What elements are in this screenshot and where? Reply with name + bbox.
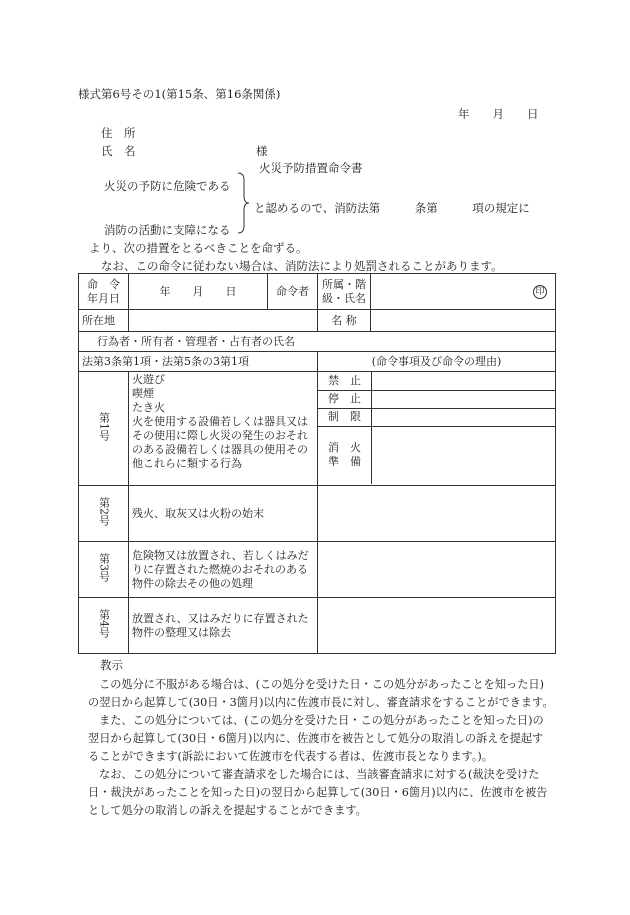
facility-name-label: 名 称 — [318, 310, 371, 332]
row-text-1: 火遊び 喫煙 たき火 火を使用する設備若しくは器具又はその使用に際し火災の発生のおそれのある設備若しくは器具の使用その他これらに類する行為 — [129, 372, 318, 486]
measure-stop: 停 止 — [318, 390, 372, 408]
measure-limit-field[interactable] — [372, 408, 556, 426]
preamble-line3: より、次の措置をとるべきことを命ずる。 — [89, 241, 308, 255]
row-field-3[interactable] — [318, 542, 556, 598]
measure-extinguish-field[interactable] — [372, 426, 556, 484]
row-number-3: 第3号 — [79, 542, 129, 598]
row-text-3: 危険物又は放置され、若しくはみだりに存置された燃焼のおそれのある物件の除去その他の処理 — [129, 542, 318, 598]
preamble-line1: 火災の予防に危険である — [104, 179, 231, 193]
measure-stop-field[interactable] — [372, 390, 556, 408]
persons-label: 行為者・所有者・管理者・占有者の氏名 — [79, 332, 556, 352]
brace-icon — [236, 172, 250, 234]
row-text-4: 放置され、又はみだりに存置された物件の整理又は除去 — [129, 598, 318, 654]
facility-name-field[interactable] — [371, 310, 556, 332]
row-field-4[interactable] — [318, 598, 556, 654]
document-title: 火災予防措置命令書 — [259, 161, 363, 175]
date-line: 年 月 日 — [458, 107, 539, 121]
law-label: 法第3条第1項・法第5条の3第1項 — [79, 352, 318, 372]
seal-icon: 印 — [533, 285, 547, 299]
location-label: 所在地 — [79, 310, 129, 332]
preamble-line2: 消防の活動に支障になる — [104, 223, 231, 237]
form-number: 様式第6号その1(第15条、第16条関係) — [78, 87, 281, 101]
name-label: 氏 名 — [101, 144, 136, 158]
preamble-middle: と認めるので、消防法第 条第 項の規定に — [254, 201, 530, 215]
measure-limit: 制 限 — [318, 408, 372, 426]
affiliation-field[interactable] — [371, 274, 556, 310]
row-number-2: 第2号 — [79, 486, 129, 542]
measure-prohibit-field[interactable] — [372, 372, 556, 390]
order-date-label: 命 令 年月日 — [79, 274, 129, 310]
measures-cell — [318, 372, 556, 486]
order-table — [78, 273, 556, 654]
notes-paragraph-3: なお、この処分について審査請求をした場合には、当該審査請求に対する(裁決を受けた日・裁決があったことを知った日)の翌日から起算して(30日・6箇月)以内に、佐渡市を被告として処分の取消しの訴えを提起することができます。 — [88, 768, 548, 817]
orderer-label: 命令者 — [268, 274, 318, 310]
affiliation-label: 所属・階 級・氏名 — [318, 274, 371, 310]
measure-extinguish: 消 火 準 備 — [318, 426, 372, 484]
notes-title: 教示 — [100, 658, 123, 672]
honorific: 様 — [256, 144, 268, 158]
row-text-2: 残火、取灰又は火粉の始末 — [129, 486, 318, 542]
reason-label: (命令事項及び命令の理由) — [318, 352, 556, 372]
notes-body — [88, 676, 554, 820]
row-number-4: 第4号 — [79, 598, 129, 654]
row-number-1: 第1号 — [79, 372, 129, 486]
order-date-field: 年 月 日 — [129, 274, 268, 310]
row-field-2[interactable] — [318, 486, 556, 542]
measure-prohibit: 禁 止 — [318, 372, 372, 390]
notes-paragraph-1: この処分に不服がある場合は、(この処分を受けた日・この処分があったことを知った日)の翌日から起算して(30日・3箇月)以内に佐渡市長に対し、審査請求をすることができます。 — [88, 678, 554, 709]
address-label: 住 所 — [101, 126, 136, 140]
location-field[interactable] — [129, 310, 318, 332]
penalty-notice: なお、この命令に従わない場合は、消防法により処罰されることがあります。 — [101, 259, 503, 273]
notes-paragraph-2: また、この処分については、(この処分を受けた日・この処分があったことを知った日)の翌日から起算して(30日・6箇月)以内に、佐渡市を被告として処分の取消しの訴えを提起することができます(訴訟において佐渡市を代表する者は、佐渡市長となります。)。 — [88, 714, 544, 763]
